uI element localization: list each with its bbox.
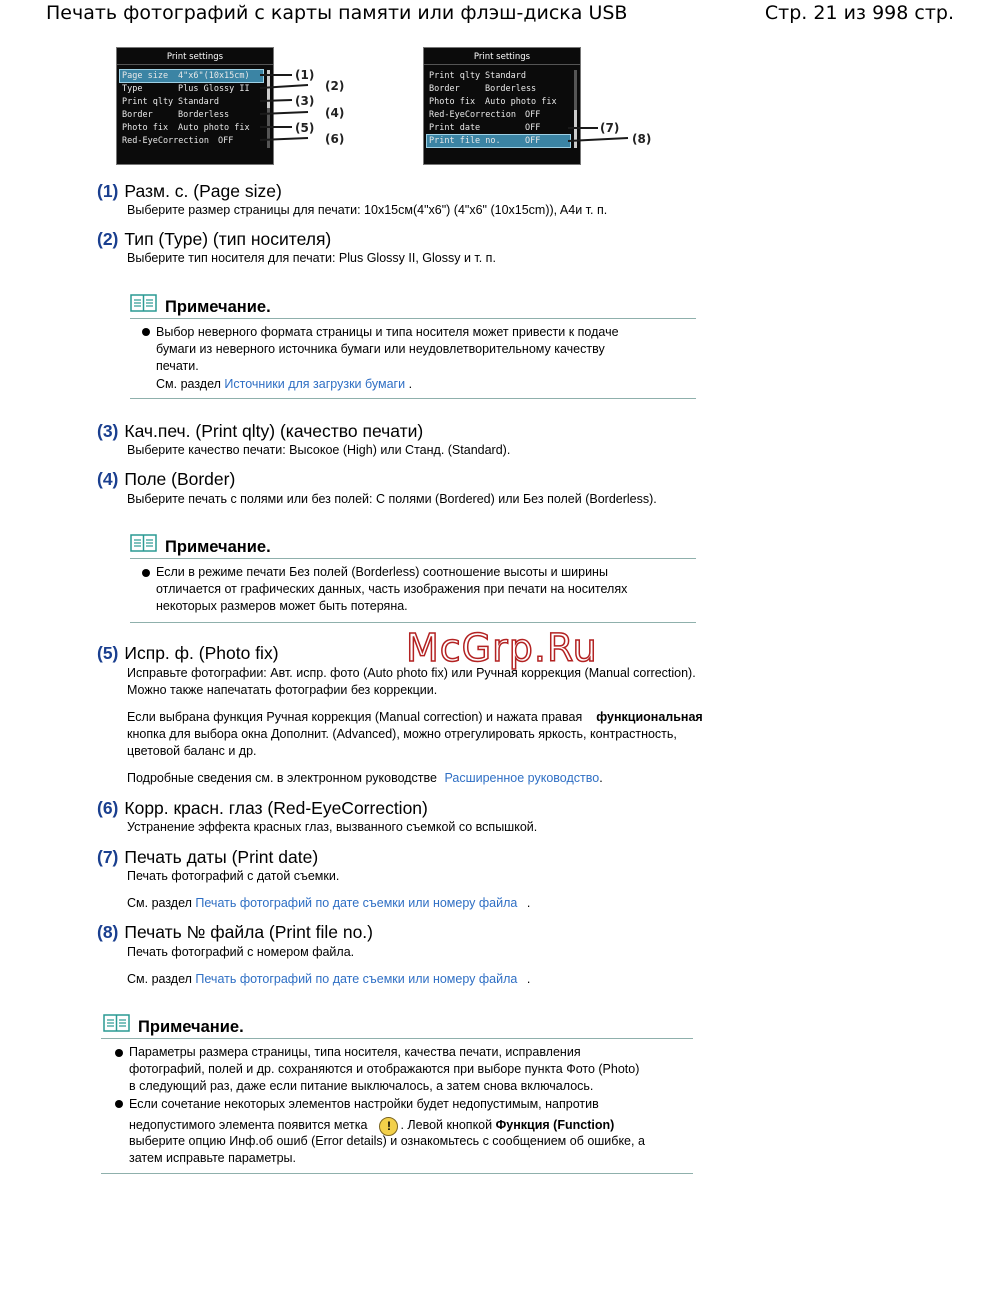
section-number: (8) [97, 922, 119, 942]
note-see-line [156, 376, 619, 393]
note-heading: Примечание. [165, 298, 271, 316]
section-text-6: Устранение эффекта красных глаз, вызванного съемкой со вспышкой. [127, 820, 538, 834]
page-title: Печать фотографий с карты памяти или флэш-диска USB [46, 2, 628, 24]
section-text-5e: цветовой баланс и др. [127, 744, 257, 758]
lcd-row-value: Borderless [485, 84, 537, 94]
lcd-row-key: Border [429, 84, 460, 94]
bullet-icon [142, 569, 150, 577]
section-number: (7) [97, 847, 119, 867]
lcd-row-border [427, 83, 570, 95]
note-line: отличается от графических данных, часть изображения при печати на носителях [156, 582, 628, 597]
section-title-2 [97, 229, 331, 250]
lcd-row-key: Print file no. [429, 136, 501, 146]
section-heading: Печать даты (Print date) [124, 847, 319, 867]
bullet-icon [115, 1049, 123, 1057]
book-icon [103, 1014, 130, 1032]
section-heading: Тип (Type) (тип носителя) [124, 229, 332, 249]
lcd-row-key: Photo fix [429, 97, 476, 107]
section-number: (4) [97, 469, 119, 489]
lcd-screen-print-settings-2 [423, 47, 581, 165]
lcd-title: Print settings [424, 50, 580, 65]
lcd-row-print-date [427, 122, 570, 134]
see-label: См. раздел [127, 972, 192, 986]
section-heading: Печать № файла (Print file no.) [124, 922, 373, 942]
lcd-row-photo-fix [120, 122, 263, 134]
section-see-8 [127, 971, 530, 988]
note-line: Параметры размера страницы, типа носителя, качества печати, исправления [129, 1045, 581, 1059]
lcd-row-key: Print date [429, 123, 481, 133]
lcd-row-border [120, 109, 263, 121]
bullet-icon [115, 1100, 123, 1108]
section-title-7 [97, 847, 318, 868]
note-top-divider [130, 318, 696, 319]
section-heading: Кач.печ. (Print qlty) (качество печати) [124, 421, 424, 441]
callout-2: (2) [325, 79, 345, 93]
note-line: затем исправьте параметры. [129, 1151, 296, 1166]
lcd-row-value: Standard [178, 97, 219, 107]
note-line: печати. [156, 359, 199, 374]
section-text-1: Выберите размер страницы для печати: 10x15см(4"x6") (4"x6" (10x15cm)), A4и т. п. [127, 203, 608, 217]
link-advanced-guide[interactable]: Расширенное руководство [444, 771, 600, 785]
callout-4: (4) [325, 106, 345, 120]
note-line: в следующий раз, даже если питание выключалось, а затем снова включалось. [129, 1079, 594, 1094]
page-counter: Стр. 21 из 998 стр. [764, 2, 954, 24]
note-text [156, 324, 619, 393]
lcd-row-key: Page size [122, 71, 169, 81]
section-title-3 [97, 421, 423, 442]
lcd-row-key: Type [122, 84, 143, 94]
lcd-row-key: Print qlty [429, 71, 481, 81]
section-heading: Разм. с. (Page size) [124, 181, 282, 201]
section-text-5f [127, 770, 603, 787]
note-bottom-divider [130, 398, 696, 399]
bold-text: Функция (Function) [495, 1118, 615, 1133]
callout-5: (5) [295, 121, 315, 135]
note-bottom-divider [101, 1173, 693, 1174]
text-part: Если выбрана функция Ручная коррекция (Manual correction) и нажата правая [127, 710, 583, 724]
note-heading: Примечание. [165, 538, 271, 556]
link-print-by-file-no[interactable]: Печать фотографий по дате съемки или номеру файла [195, 972, 518, 986]
note-line: фотографий, полей и др. сохраняются и отображаются при выборе пункта Фото (Photo) [129, 1062, 640, 1077]
lcd-row-value: Borderless [178, 110, 230, 120]
section-title-6 [97, 798, 428, 819]
lcd-row-value: OFF [218, 136, 234, 146]
lcd-row-value: OFF [525, 110, 541, 120]
lcd-row-red-eye [427, 109, 570, 121]
see-label: См. раздел [127, 896, 192, 910]
note-line: некоторых размеров может быть потеряна. [156, 599, 408, 614]
lcd-row-key: Print qlty [122, 97, 174, 107]
callout-7: (7) [600, 121, 620, 135]
note-line: бумаги из неверного источника бумаги или неудовлетворительному качеству [156, 342, 605, 357]
note-text [156, 564, 627, 616]
note-line: Если сочетание некоторых элементов настройки будет недопустимым, напротив [129, 1097, 599, 1111]
callout-6: (6) [325, 132, 345, 146]
note-top-divider [130, 558, 696, 559]
section-number: (1) [97, 181, 119, 201]
bullet-icon [142, 328, 150, 336]
section-number: (5) [97, 643, 119, 663]
lcd-row-value: Plus Glossy II [178, 84, 250, 94]
section-text-5d: кнопка для выбора окна Дополнит. (Advanced), можно отрегулировать яркость, контрастность, [127, 727, 677, 741]
lcd-row-type [120, 83, 263, 95]
section-text-2: Выберите тип носителя для печати: Plus Glossy II, Glossy и т. п. [127, 251, 496, 265]
section-title-4 [97, 469, 235, 490]
link-paper-sources[interactable]: Источники для загрузки бумаги [224, 376, 406, 391]
section-title-1 [97, 181, 282, 202]
section-number: (3) [97, 421, 119, 441]
section-number: (6) [97, 798, 119, 818]
lcd-row-print-qlty [120, 96, 263, 108]
lcd-row-print-qlty [427, 70, 570, 82]
lcd-row-key: Red-EyeCorrection [122, 136, 209, 146]
section-title-5 [97, 643, 279, 664]
lcd-row-value: 4"x6"(10x15cm) [178, 71, 250, 81]
section-heading: Поле (Border) [124, 469, 236, 489]
section-text-5a: Исправьте фотографии: Авт. испр. фото (Auto photo fix) или Ручная коррекция (Manual correction). [127, 666, 696, 680]
section-heading: Испр. ф. (Photo fix) [124, 643, 279, 663]
warning-icon: ! [379, 1117, 398, 1136]
lcd-row-value: Standard [485, 71, 526, 81]
callout-3: (3) [295, 94, 315, 108]
period: . [599, 771, 603, 785]
book-icon [130, 534, 157, 552]
see-label: См. раздел [156, 376, 221, 391]
period: . [526, 896, 531, 910]
section-text-3: Выберите качество печати: Высокое (High) или Станд. (Standard). [127, 443, 511, 457]
lcd-title: Print settings [117, 50, 273, 65]
section-text-5b: Можно также напечатать фотографии без коррекции. [127, 683, 438, 697]
text-part: . Левой кнопкой [400, 1118, 493, 1133]
note-line: Выбор неверного формата страницы и типа носителя может привести к подаче [156, 325, 619, 339]
section-text-7: Печать фотографий с датой съемки. [127, 869, 340, 883]
text-part: недопустимого элемента появится метка [129, 1118, 368, 1133]
lcd-row-value: Auto photo fix [485, 97, 557, 107]
note-text [129, 1044, 639, 1096]
lcd-row-photo-fix [427, 96, 570, 108]
lcd-row-key: Border [122, 110, 153, 120]
section-title-8 [97, 922, 373, 943]
lcd-row-key: Photo fix [122, 123, 169, 133]
note-bottom-divider [130, 622, 696, 623]
section-see-7 [127, 895, 530, 912]
text-part: Подробные сведения см. в электронном руководстве [127, 771, 437, 785]
note-heading: Примечание. [138, 1018, 244, 1036]
bold-text: функциональная [596, 710, 703, 724]
note-top-divider [101, 1038, 693, 1039]
period: . [526, 972, 531, 986]
note-text [129, 1096, 645, 1168]
note-line: выберите опцию Инф.об ошиб (Error details) и ознакомьтесь с сообщением об ошибке, а [129, 1134, 645, 1149]
watermark-logo: McGrp.Ru [406, 626, 598, 670]
link-print-by-date[interactable]: Печать фотографий по дате съемки или номеру файла [195, 896, 518, 910]
lcd-row-page-size [120, 70, 263, 82]
lcd-row-value: Auto photo fix [178, 123, 250, 133]
lcd-row-value: OFF [525, 123, 541, 133]
section-number: (2) [97, 229, 119, 249]
lcd-screen-print-settings-1 [116, 47, 274, 165]
section-text-8: Печать фотографий с номером файла. [127, 945, 355, 959]
period: . [408, 376, 413, 391]
section-text-4: Выберите печать с полями или без полей: С полями (Bordered) или Без полей (Borderless). [127, 492, 657, 506]
section-text-5c [127, 709, 703, 726]
lcd-row-key: Red-EyeCorrection [429, 110, 516, 120]
lcd-row-value: OFF [525, 136, 541, 146]
section-heading: Корр. красн. глаз (Red-EyeCorrection) [124, 798, 428, 818]
callout-1: (1) [295, 68, 315, 82]
lcd-row-print-file-no [427, 135, 570, 147]
book-icon [130, 294, 157, 312]
note-line: Если в режиме печати Без полей (Borderless) соотношение высоты и ширины [156, 565, 608, 579]
lcd-row-red-eye [120, 135, 263, 147]
callout-8: (8) [632, 132, 652, 146]
